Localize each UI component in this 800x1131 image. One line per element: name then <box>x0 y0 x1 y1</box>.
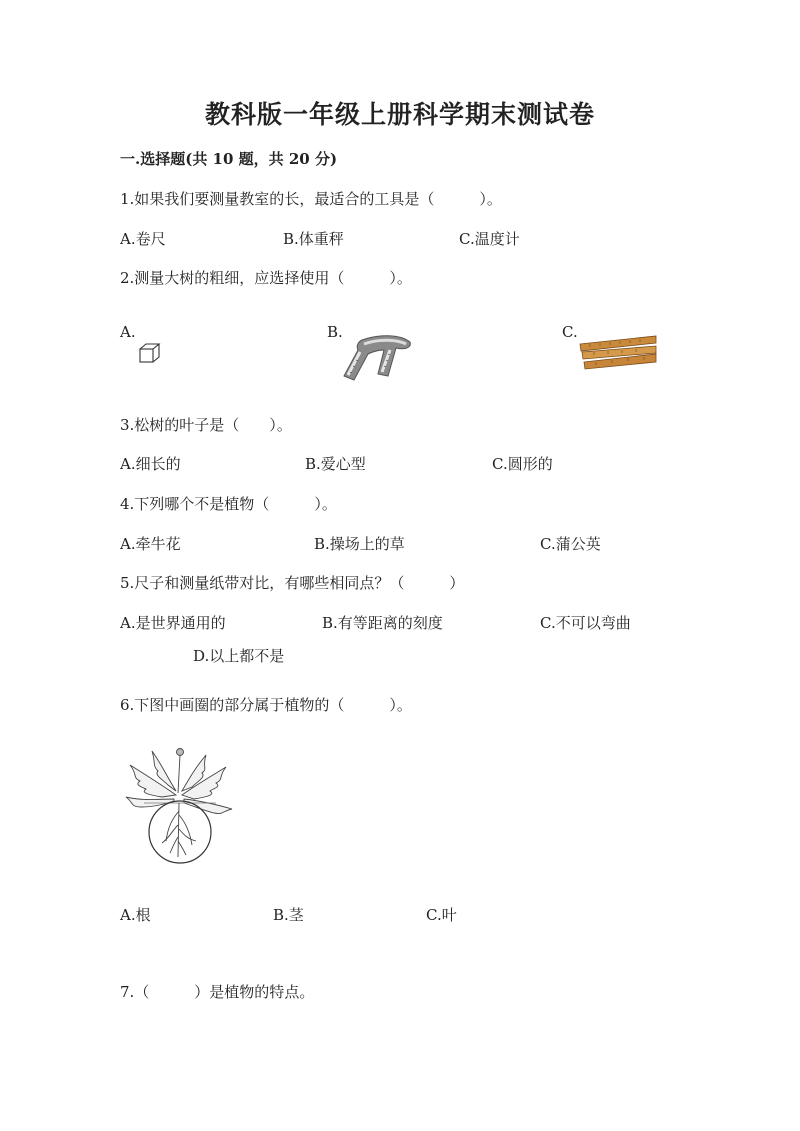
question-5: 5.尺子和测量纸带对比，有哪些相同点？（ ） <box>120 574 465 592</box>
q2-option-a: A. <box>120 323 136 341</box>
question-2: 2.测量大树的粗细，应选择使用（ ）。 <box>120 269 412 287</box>
question-1: 1.如果我们要测量教室的长，最适合的工具是（ ）。 <box>120 190 502 208</box>
q3-option-a: A.细长的 <box>120 455 181 473</box>
folding-ruler-image <box>578 334 658 380</box>
q6-option-a: A.根 <box>120 906 151 924</box>
q6-option-b: B.茎 <box>273 906 304 924</box>
dandelion-plant-image <box>122 745 238 869</box>
question-4: 4.下列哪个不是植物（ ）。 <box>120 495 337 513</box>
measuring-tape-image <box>338 328 418 388</box>
page-title: 教科版一年级上册科学期末测试卷 <box>204 100 595 129</box>
q3-option-c: C.圆形的 <box>492 455 553 473</box>
question-3: 3.松树的叶子是（ ）。 <box>120 416 292 434</box>
q4-option-a: A.牵牛花 <box>120 535 181 553</box>
cube-icon <box>138 342 166 368</box>
q1-option-a: A.卷尺 <box>120 230 166 248</box>
q5-option-c: C.不可以弯曲 <box>540 614 631 632</box>
q4-option-c: C.蒲公英 <box>540 535 601 553</box>
question-6: 6.下图中画圈的部分属于植物的（ ）。 <box>120 696 412 714</box>
q6-option-c: C.叶 <box>426 906 457 924</box>
q4-option-b: B.操场上的草 <box>314 535 405 553</box>
q5-option-a: A.是世界通用的 <box>120 614 226 632</box>
q1-option-c: C.温度计 <box>459 230 520 248</box>
q1-option-b: B.体重秤 <box>283 230 344 248</box>
section-heading: 一.选择题(共 10 题，共 20 分) <box>120 150 338 168</box>
q3-option-b: B.爱心型 <box>305 455 366 473</box>
q5-option-d: D.以上都不是 <box>193 647 285 665</box>
q2-option-c: C. <box>562 323 578 341</box>
question-7: 7.（ ）是植物的特点。 <box>120 983 315 1001</box>
q5-option-b: B.有等距离的刻度 <box>322 614 443 632</box>
q2-option-b: B. <box>327 323 343 341</box>
